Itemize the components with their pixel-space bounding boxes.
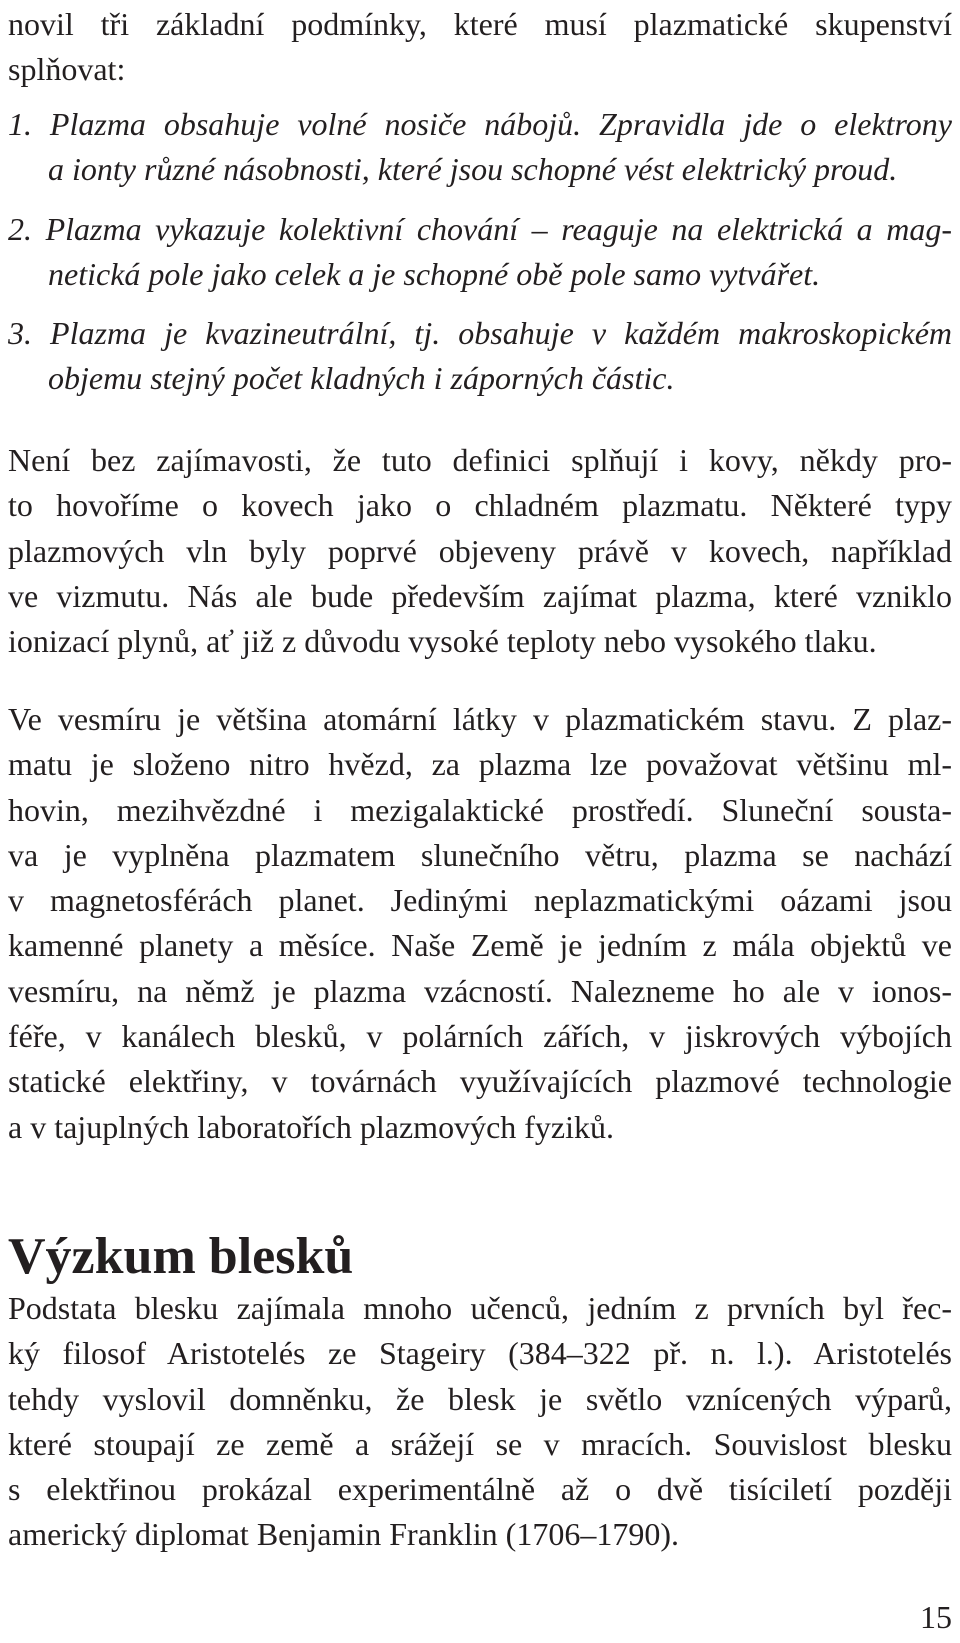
text-line: va je vyplněna plazmatem slunečního větru, plazma se nachází: [8, 836, 952, 873]
text-line: ký filosof Aristotelés ze Stageiry (384–322 př. n. l.). Aristotelés: [8, 1335, 952, 1372]
list-item: [8, 102, 952, 193]
list-item: [8, 311, 952, 402]
text-line: americký diplomat Benjamin Franklin (1706–1790).: [8, 1516, 679, 1553]
text-line: plazmových vln byly poprvé objeveny právě v kovech, například: [8, 532, 952, 569]
text-line: ionizací plynů, ať již z důvodu vysoké teploty nebo vysokého tlaku.: [8, 623, 877, 660]
lightning-paragraph: [8, 1286, 952, 1558]
text-line: Podstata blesku zajímala mnoho učenců, jedním z prvních byl řec-: [8, 1290, 952, 1326]
text-line: ve vizmutu. Nás ale bude především zajímat plazma, které vzniklo: [8, 577, 952, 614]
text-line: v magnetosférách planet. Jedinými neplazmatickými oázami jsou: [8, 882, 952, 919]
text-line: to hovoříme o kovech jako o chladném plazmatu. Některé typy: [8, 487, 952, 524]
text-line: vesmíru, na němž je plazma vzácností. Nalezneme ho ale v ionos-: [8, 972, 952, 1009]
intro-paragraph: [8, 2, 952, 93]
text-line: a ionty různé násobnosti, které jsou schopné vést elektrický proud.: [48, 151, 898, 188]
text-line: s elektřinou prokázal experimentálně až o dvě tisíciletí později: [8, 1471, 952, 1508]
conditions-list: [8, 102, 952, 402]
text-line: netická pole jako celek a je schopné obě pole samo vytvářet.: [48, 255, 821, 292]
list-item: [8, 207, 952, 298]
text-line: 3. Plazma je kvazineutrální, tj. obsahuje v každém makroskopickém: [8, 315, 952, 352]
page-number: 15: [920, 1599, 952, 1635]
text-line: které stoupají ze země a srážejí se v mracích. Souvislost blesku: [8, 1425, 952, 1462]
text-line: tehdy vyslovil domněnku, že blesk je světlo vznícených výparů,: [8, 1380, 952, 1417]
text-line: statické elektřiny, v továrnách využívajících plazmové technologie: [8, 1063, 952, 1100]
text-line: 1. Plazma obsahuje volné nosiče nábojů. Zpravidla jde o elektrony: [8, 106, 952, 142]
text-line: Není bez zajímavosti, že tuto definici splňují i kovy, někdy pro-: [8, 442, 952, 478]
text-line: 2. Plazma vykazuje kolektivní chování – reaguje na elektrická a mag-: [8, 210, 952, 247]
text-line: novil tři základní podmínky, které musí plazmatické skupenství: [8, 6, 952, 42]
text-line: splňovat:: [8, 51, 126, 88]
section-heading: Výzkum blesků: [8, 1227, 354, 1285]
text-line: matu je složeno nitro hvězd, za plazma lze považovat většinu ml-: [8, 746, 952, 783]
text-line: a v tajuplných laboratořích plazmových fyziků.: [8, 1108, 615, 1145]
text-line: féře, v kanálech blesků, v polárních zářích, v jiskrových výbojích: [8, 1018, 952, 1055]
text-line: kamenné planety a měsíce. Naše Země je jedním z mála objektů ve: [8, 927, 952, 964]
universe-paragraph: [8, 697, 952, 1150]
text-line: objemu stejný počet kladných i záporných částic.: [48, 360, 675, 397]
text-line: hovin, mezihvězdné i mezigalaktické prostředí. Sluneční sousta-: [8, 791, 952, 828]
metals-paragraph: [8, 438, 952, 664]
text-line: Ve vesmíru je většina atomární látky v plazmatickém stavu. Z plaz-: [8, 701, 952, 737]
